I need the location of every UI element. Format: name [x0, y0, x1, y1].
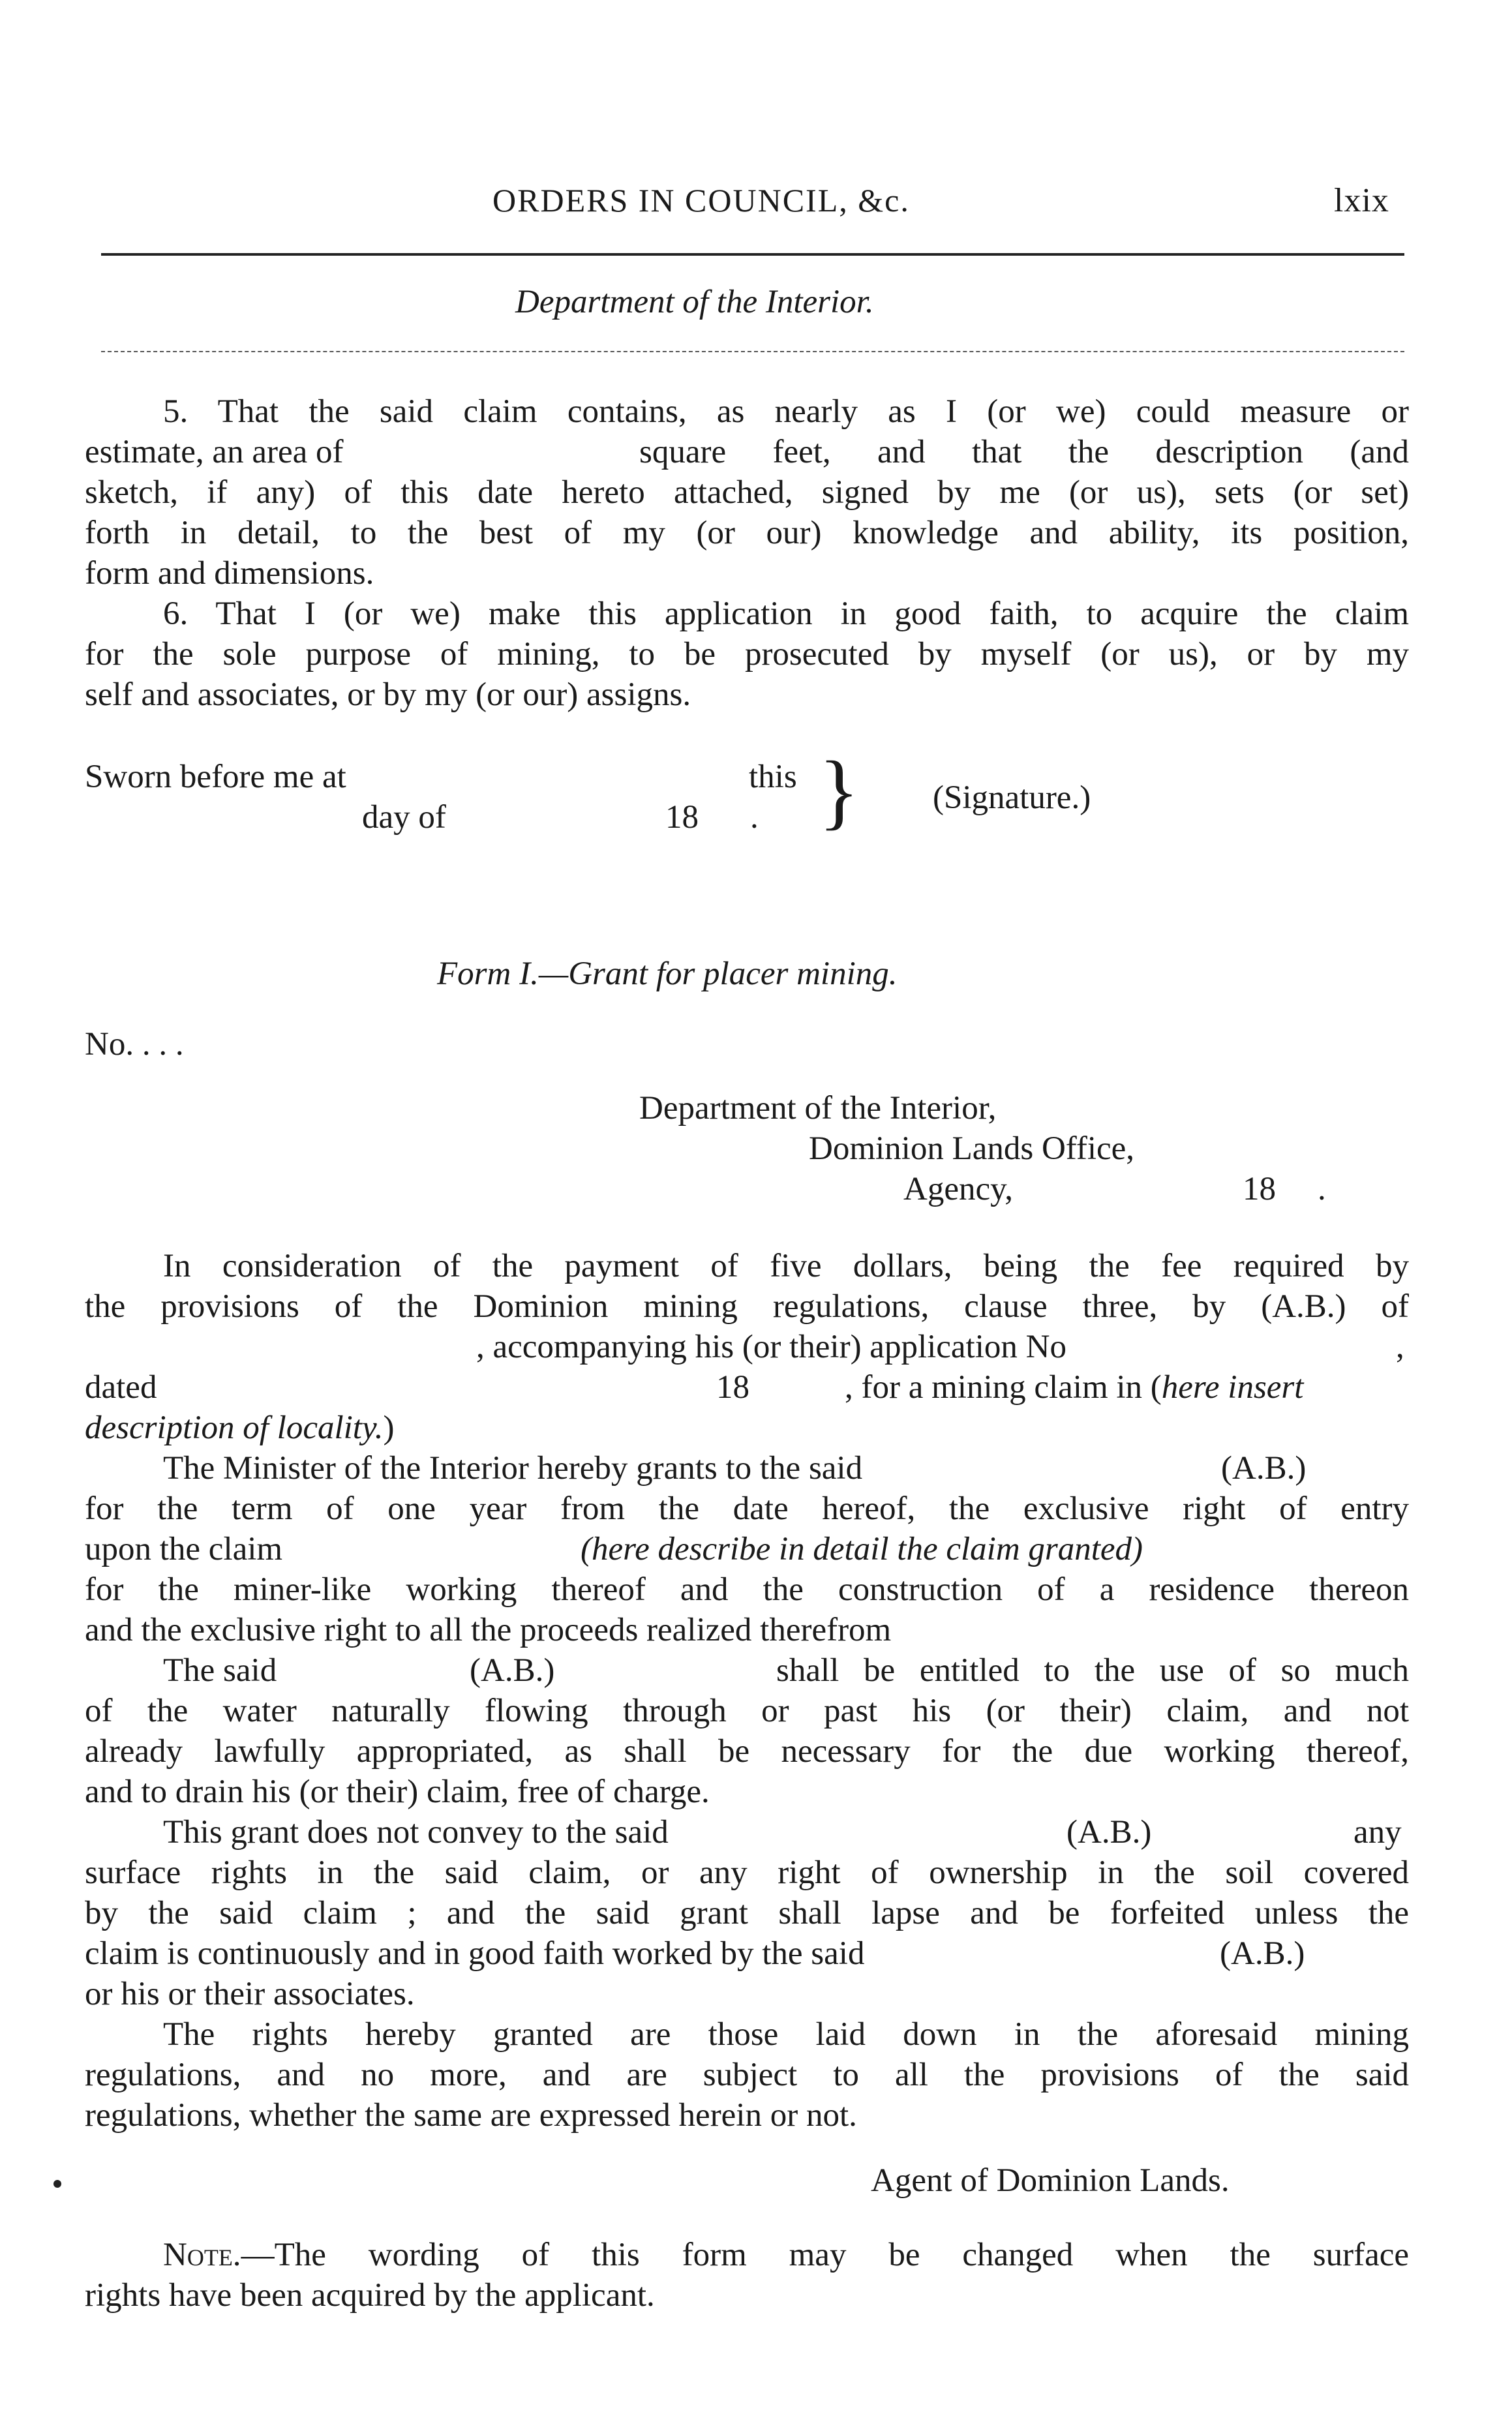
grant-line: The Minister of the Interior hereby grants to the said	[163, 1450, 863, 1487]
clause-5-line: sketch, if any) of this date hereto attached, signed by me (or us), sets (or set)	[85, 474, 1409, 511]
form-title	[437, 954, 898, 994]
grant-line: any	[1353, 1814, 1402, 1851]
address-agency: Agency,	[903, 1171, 1014, 1207]
grant-line: ,	[1396, 1329, 1404, 1365]
address-department: Department of the Interior,	[639, 1090, 997, 1126]
signature-label: (Signature.)	[933, 779, 1091, 816]
grant-line: the provisions of the Dominion mining regulations, clause three, by (A.B.) of	[85, 1288, 1409, 1325]
grant-line: for the term of one year from the date hereof, the exclusive right of entry	[85, 1490, 1409, 1527]
grant-line: and to drain his (or their) claim, free of charge.	[85, 1774, 710, 1810]
grant-line	[85, 1529, 1409, 1569]
address-year: 18	[1243, 1171, 1276, 1207]
grant-line: already lawfully appropriated, as shall be necessary for the due working thereof,	[85, 1733, 1409, 1770]
grant-line: regulations, whether the same are expressed herein or not.	[85, 2097, 857, 2134]
sworn-year: 18	[665, 799, 699, 836]
form-title-number: Form I.	[437, 956, 539, 992]
note-dash: —	[241, 2237, 275, 2273]
grant-paragraph-4	[85, 1812, 1409, 2014]
note-label: Note.	[163, 2237, 241, 2273]
grant-line: dated	[85, 1369, 157, 1406]
grant-line: shall be entitled to the use of so much	[776, 1652, 1409, 1689]
note-line	[85, 2235, 1409, 2275]
grant-paragraph-3	[85, 1650, 1409, 1812]
clause-5-line	[85, 432, 1409, 472]
stray-dot-icon	[53, 2180, 61, 2188]
grant-line: The said	[163, 1652, 277, 1689]
grant-line: (here describe in detail the claim granted)	[581, 1531, 1143, 1567]
grant-line: The rights hereby granted are those laid down in the aforesaid mining	[163, 2016, 1409, 2053]
grant-line	[85, 1933, 1409, 1974]
grant-line	[85, 1327, 1409, 1367]
clause-5-line: form and dimensions.	[85, 555, 374, 592]
grant-paragraph-2	[85, 1448, 1409, 1650]
grant-line: upon the claim	[85, 1531, 283, 1567]
department-rule	[101, 351, 1404, 352]
grant-line: 18	[716, 1369, 749, 1406]
grant-paragraph-5	[85, 2014, 1409, 2136]
grant-line: by the said claim ; and the said grant shall lapse and be forfeited unless the	[85, 1895, 1409, 1931]
grant-paragraph-1	[85, 1246, 1409, 1448]
clause-5-line: forth in detail, to the best of my (or our) knowledge and ability, its position,	[85, 515, 1409, 551]
clause-6	[85, 594, 1409, 715]
grant-line: or his or their associates.	[85, 1976, 415, 2012]
sworn-dot: .	[750, 799, 759, 836]
grant-line: surface rights in the said claim, or any right of ownership in the soil covered	[85, 1854, 1409, 1891]
grant-line: description of locality.)	[85, 1410, 395, 1446]
department-heading: Department of the Interior.	[515, 284, 874, 320]
grant-line: for the miner-like working thereof and the construction of a residence thereon	[85, 1571, 1409, 1608]
grant-line: In consideration of the payment of five dollars, being the fee required by	[163, 1248, 1409, 1284]
grant-line	[85, 1367, 1409, 1408]
grant-line: , for a mining claim in (here insert	[845, 1369, 1304, 1406]
grant-line: This grant does not convey to the said	[163, 1814, 669, 1851]
form-title-dash: —	[538, 956, 569, 992]
grant-line: (A.B.)	[470, 1652, 555, 1689]
grant-line	[85, 1650, 1409, 1691]
agent-signature-line: Agent of Dominion Lands.	[871, 2162, 1230, 2199]
clause-6-line: self and associates, or by my (or our) assigns.	[85, 676, 691, 713]
header-rule	[101, 253, 1404, 256]
grant-line: , accompanying his (or their) application No	[476, 1329, 1066, 1365]
grant-line: (A.B.)	[1221, 1450, 1307, 1487]
clause-5-line: 5. That the said claim contains, as nearly as I (or we) could measure or	[163, 393, 1409, 430]
sworn-day-of: day of	[362, 799, 446, 836]
note-line: rights have been acquired by the applicant.	[85, 2277, 655, 2314]
address-dot: .	[1318, 1171, 1326, 1207]
grant-line: (A.B.)	[1220, 1935, 1305, 1972]
grant-line: regulations, and no more, and are subject to all the provisions of the said	[85, 2057, 1409, 2093]
running-title: ORDERS IN COUNCIL, &c.	[492, 182, 910, 219]
grant-line: (A.B.)	[1066, 1814, 1152, 1851]
grant-line: of the water naturally flowing through or past his (or their) claim, and not	[85, 1693, 1409, 1729]
sworn-this: this	[749, 759, 797, 795]
grant-line: claim is continuously and in good faith worked by the said	[85, 1935, 865, 1972]
note-paragraph	[85, 2235, 1409, 2316]
brace-icon: }	[819, 744, 860, 838]
grant-line: and the exclusive right to all the proceeds realized therefrom	[85, 1612, 892, 1648]
clause-5-line: estimate, an area of	[85, 434, 344, 470]
grant-line	[85, 1448, 1409, 1489]
note-text: The wording of this form may be changed when the surface	[274, 2237, 1409, 2273]
form-number: No. . . .	[85, 1026, 184, 1063]
address-office: Dominion Lands Office,	[809, 1130, 1135, 1167]
clause-5-line: square feet, and that the description (and	[639, 434, 1409, 470]
grant-line	[85, 1812, 1409, 1852]
clause-5	[85, 391, 1409, 594]
sworn-before-me: Sworn before me at	[85, 759, 346, 795]
form-title-text: Grant for placer mining.	[568, 956, 898, 992]
clause-6-line: for the sole purpose of mining, to be prosecuted by myself (or us), or by my	[85, 636, 1409, 672]
clause-6-line: 6. That I (or we) make this application in good faith, to acquire the claim	[163, 596, 1409, 632]
page-number: lxix	[1334, 182, 1389, 219]
